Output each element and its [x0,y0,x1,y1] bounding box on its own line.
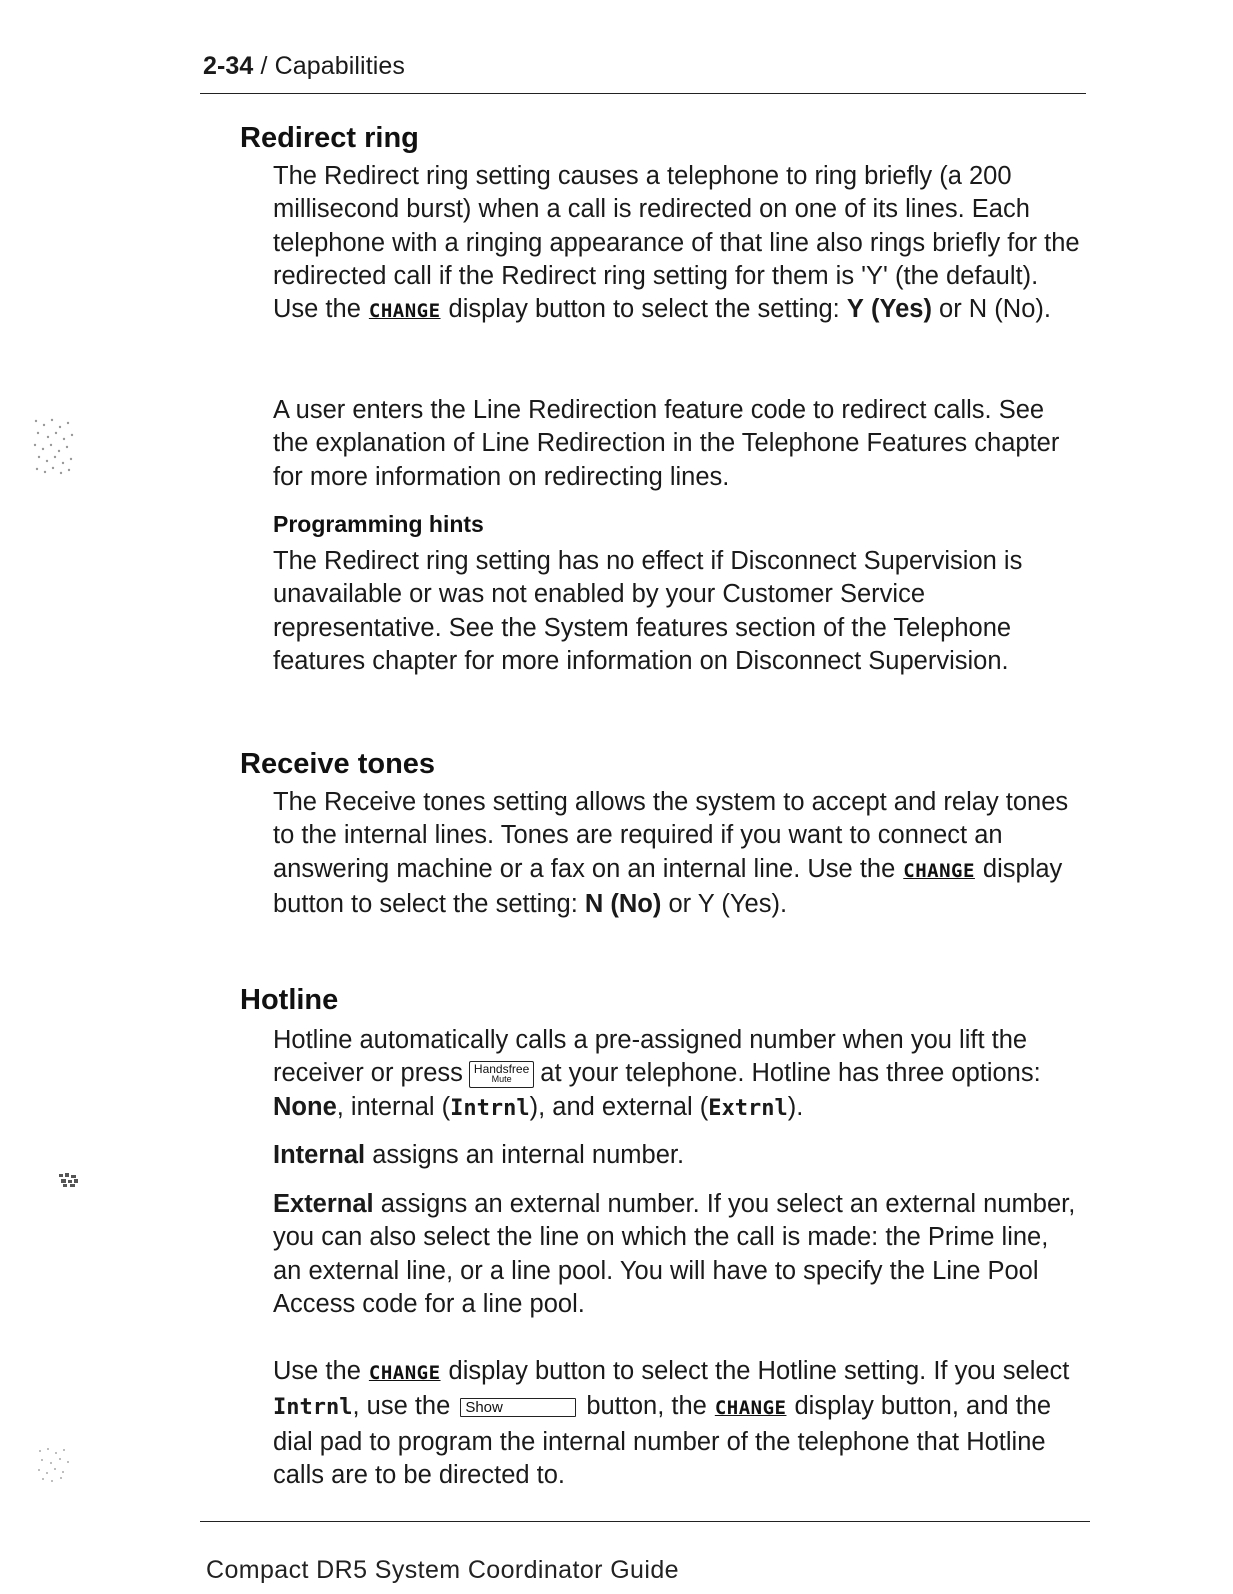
running-head [203,52,405,81]
hotline-internal-paragraph [273,1139,1083,1172]
text: or N (No). [939,295,1051,324]
redirect-ring-paragraph-1 [273,160,1083,328]
text: , use the [352,1392,451,1421]
header-separator: / [253,52,275,80]
key-sublabel: Mute [491,1074,512,1085]
heading-hotline: Hotline [240,984,339,1016]
text: button, the [586,1392,707,1421]
text: ), and external ( [529,1092,709,1121]
heading-programming-hints: Programming hints [273,511,484,537]
text: assigns an internal number. [372,1141,685,1169]
heading-receive-tones: Receive tones [240,748,436,780]
text: display button to select the setting: [273,854,1063,918]
option-intrnl: Intrnl [273,1395,353,1421]
scan-speckle-3 [34,1445,74,1485]
text: The Receive tones setting allows the system to accept and relay tones to the internal lines. Tones are required if you want to connect an answering machine or a fax on an internal line. Use the [273,788,1069,883]
option-no: (No) [610,889,662,918]
option-extrnl: Extrnl [708,1095,788,1121]
option-intrnl: Intrnl [450,1095,530,1121]
scan-speckle-2 [58,1172,80,1188]
scan-speckle-1 [30,415,76,477]
text: display button, and the dial pad to program the internal number of the telephone that Hotline calls are to be directed to. [273,1392,1052,1489]
footer-rule [200,1521,1090,1522]
page-number: 2-34 [203,52,254,80]
hotline-external-paragraph [273,1188,1083,1321]
option-yes: (Yes) [870,295,932,324]
redirect-ring-paragraph-2: A user enters the Line Redirection feature code to redirect calls. See the explanation of Line Redirection in the Telephone Features chapter for more information on redirecting lines. [273,396,1060,491]
heading-redirect-ring: Redirect ring [240,122,419,154]
change-display-button: CHANGE [368,1362,441,1384]
header-section: Capabilities [274,52,406,80]
footer-title: Compact DR5 System Coordinator Guide [206,1556,679,1584]
handsfree-mute-key [469,1061,534,1088]
programming-hints-paragraph: The Redirect ring setting has no effect if Disconnect Supervision is unavailable or was not enabled by your Customer Service representative. See the System features section of the Telephone features chapter for more information on Disconnect Supervision. [273,547,1023,675]
text: Use the [273,1357,361,1385]
text: display button to select the setting: [448,295,840,324]
option-none: None [273,1092,337,1121]
term-internal: Internal [273,1141,366,1169]
change-display-button: CHANGE [368,300,441,323]
show-key: Show [460,1398,576,1417]
change-display-button: CHANGE [714,1397,787,1420]
hotline-paragraph-1 [273,1024,1083,1125]
text: The Redirect ring setting causes a telephone to ring briefly (a 200 millisecond burst) when a call is redirected on one of its lines. Each telephone with a ringing appearance of that line also rings briefly for the redirected call if the Redirect ring setting for them is 'Y' (the default). Use the [273,162,1080,324]
option-y: Y [846,295,864,324]
change-display-button: CHANGE [903,859,975,882]
term-external: External [273,1190,374,1218]
text: assigns an external number. If you select an external number, you can also select the line on which the call is made: the Prime line, an external line, or a line pool. You will have to specify the Line Pool Access code for a line pool. [273,1190,1076,1318]
text: or Y (Yes). [668,889,788,918]
header-rule [200,93,1086,94]
text: at your telephone. Hotline has three options: [540,1059,1041,1088]
text: , internal ( [336,1092,451,1121]
option-n: N [584,889,604,918]
text: ). [787,1092,804,1121]
text: display button to select the Hotline setting. If you select [448,1357,1070,1385]
text: Hotline automatically calls a pre-assigned number when you lift the receiver or press [273,1026,1028,1088]
receive-tones-paragraph [273,786,1083,921]
key-label: Handsfree [473,1062,530,1077]
hotline-paragraph-4 [273,1355,1083,1492]
